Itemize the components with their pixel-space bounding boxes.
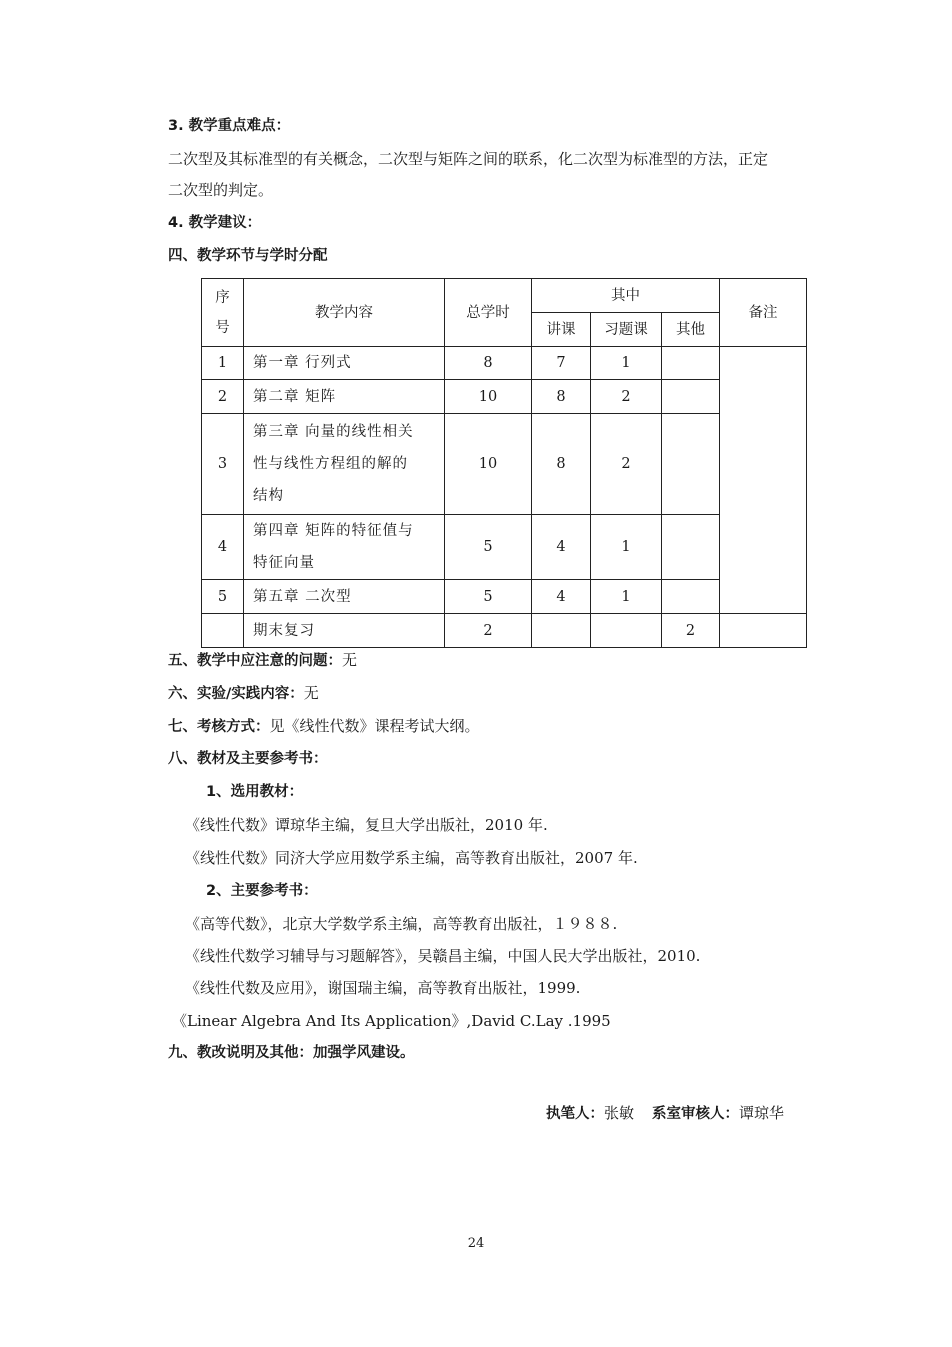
section-4-heading: 4. 教学建议： (168, 215, 262, 231)
table-row (202, 347, 807, 380)
part-8-heading: 八、教材及主要参考书： (168, 751, 328, 767)
header-content: 教学内容 (244, 279, 445, 347)
row-other (662, 347, 720, 380)
section-3-text-line1: 二次型及其标准型的有关概念，二次型与矩阵之间的联系，化二次型为标准型的方法，正定 (168, 150, 769, 168)
row-content: 第二章 矩阵 (244, 380, 445, 414)
part-7 (168, 716, 480, 737)
signoff (546, 1103, 784, 1124)
row-index: 1 (202, 347, 244, 380)
row-total: 10 (445, 380, 532, 414)
row-index: 4 (202, 515, 244, 580)
schedule-table (201, 278, 807, 648)
table-row (202, 515, 807, 580)
part-5-heading: 五、教学中应注意的问题： (168, 653, 342, 669)
row-index: 2 (202, 380, 244, 414)
row-other (662, 380, 720, 414)
english-reference: 《Linear Algebra And Its Application》,David C.Lay .1995 (172, 1012, 611, 1030)
table-row (202, 580, 807, 614)
row-other: 2 (662, 614, 720, 648)
reviewer-name: 谭琼华 (739, 1104, 785, 1122)
part-7-text: 见《线性代数》课程考试大纲。 (269, 717, 480, 735)
author-label: 执笔人： (546, 1106, 604, 1122)
part-6 (168, 683, 319, 704)
row-lecture: 4 (532, 515, 591, 580)
row-lecture (532, 614, 591, 648)
row-exercise: 1 (591, 515, 662, 580)
row-index (202, 614, 244, 648)
row-remarks (720, 614, 807, 648)
author-name: 张敏 (604, 1104, 635, 1122)
row-exercise: 1 (591, 580, 662, 614)
reviewer-label: 系室审核人： (652, 1106, 740, 1122)
part-5-text: 无 (342, 651, 358, 669)
row-total: 8 (445, 347, 532, 380)
section-3-heading: 3. 教学重点难点： (168, 118, 291, 134)
table-row (202, 414, 807, 515)
textbook-item: 《线性代数》同济大学应用数学系主编，高等教育出版社，2007 年. (185, 849, 638, 867)
row-total: 5 (445, 580, 532, 614)
row-exercise (591, 614, 662, 648)
table-row (202, 380, 807, 414)
table-header-row (202, 279, 807, 313)
reference-item: 《高等代数》，北京大学数学系主编，高等教育出版社，１９８８. (185, 915, 618, 933)
row-content: 第一章 行列式 (244, 347, 445, 380)
header-remarks: 备注 (720, 279, 807, 347)
reference-item: 《线性代数学习辅导与习题解答》，吴赣昌主编，中国人民大学出版社，2010. (185, 947, 701, 965)
table-row (202, 614, 807, 648)
header-other: 其他 (662, 313, 720, 347)
row-index: 3 (202, 414, 244, 515)
part-8-sub1: 1、选用教材： (206, 784, 304, 800)
row-other (662, 515, 720, 580)
row-exercise: 2 (591, 380, 662, 414)
row-lecture: 4 (532, 580, 591, 614)
section-3-text-line2: 二次型的判定。 (168, 181, 274, 199)
row-total: 5 (445, 515, 532, 580)
header-total-hours: 总学时 (445, 279, 532, 347)
row-total: 2 (445, 614, 532, 648)
part-5 (168, 650, 357, 671)
reference-item: 《线性代数及应用》，谢国瑞主编，高等教育出版社，1999. (185, 979, 581, 997)
row-other (662, 580, 720, 614)
row-remarks-merged (720, 347, 807, 614)
row-exercise: 2 (591, 414, 662, 515)
row-lecture: 8 (532, 414, 591, 515)
part-6-text: 无 (303, 684, 319, 702)
part-4-heading: 四、教学环节与学时分配 (168, 248, 328, 264)
row-index: 5 (202, 580, 244, 614)
header-lecture: 讲课 (532, 313, 591, 347)
page-number: 24 (467, 1236, 485, 1251)
header-exercise: 习题课 (591, 313, 662, 347)
part-9-heading: 九、教改说明及其他：加强学风建设。 (168, 1045, 415, 1061)
row-content: 第五章 二次型 (244, 580, 445, 614)
row-content: 期末复习 (244, 614, 445, 648)
row-content: 第三章 向量的线性相关 性与线性方程组的解的 结构 (244, 414, 445, 515)
header-index: 序 号 (202, 279, 244, 347)
row-content: 第四章 矩阵的特征值与 特征向量 (244, 515, 445, 580)
part-6-heading: 六、实验/实践内容： (168, 686, 304, 702)
row-other (662, 414, 720, 515)
row-exercise: 1 (591, 347, 662, 380)
row-lecture: 7 (532, 347, 591, 380)
row-total: 10 (445, 414, 532, 515)
textbook-item: 《线性代数》谭琼华主编，复旦大学出版社，2010 年. (185, 816, 548, 834)
row-lecture: 8 (532, 380, 591, 414)
part-8-sub2: 2、主要参考书： (206, 883, 318, 899)
header-among: 其中 (532, 279, 720, 313)
part-7-heading: 七、考核方式： (168, 719, 270, 735)
